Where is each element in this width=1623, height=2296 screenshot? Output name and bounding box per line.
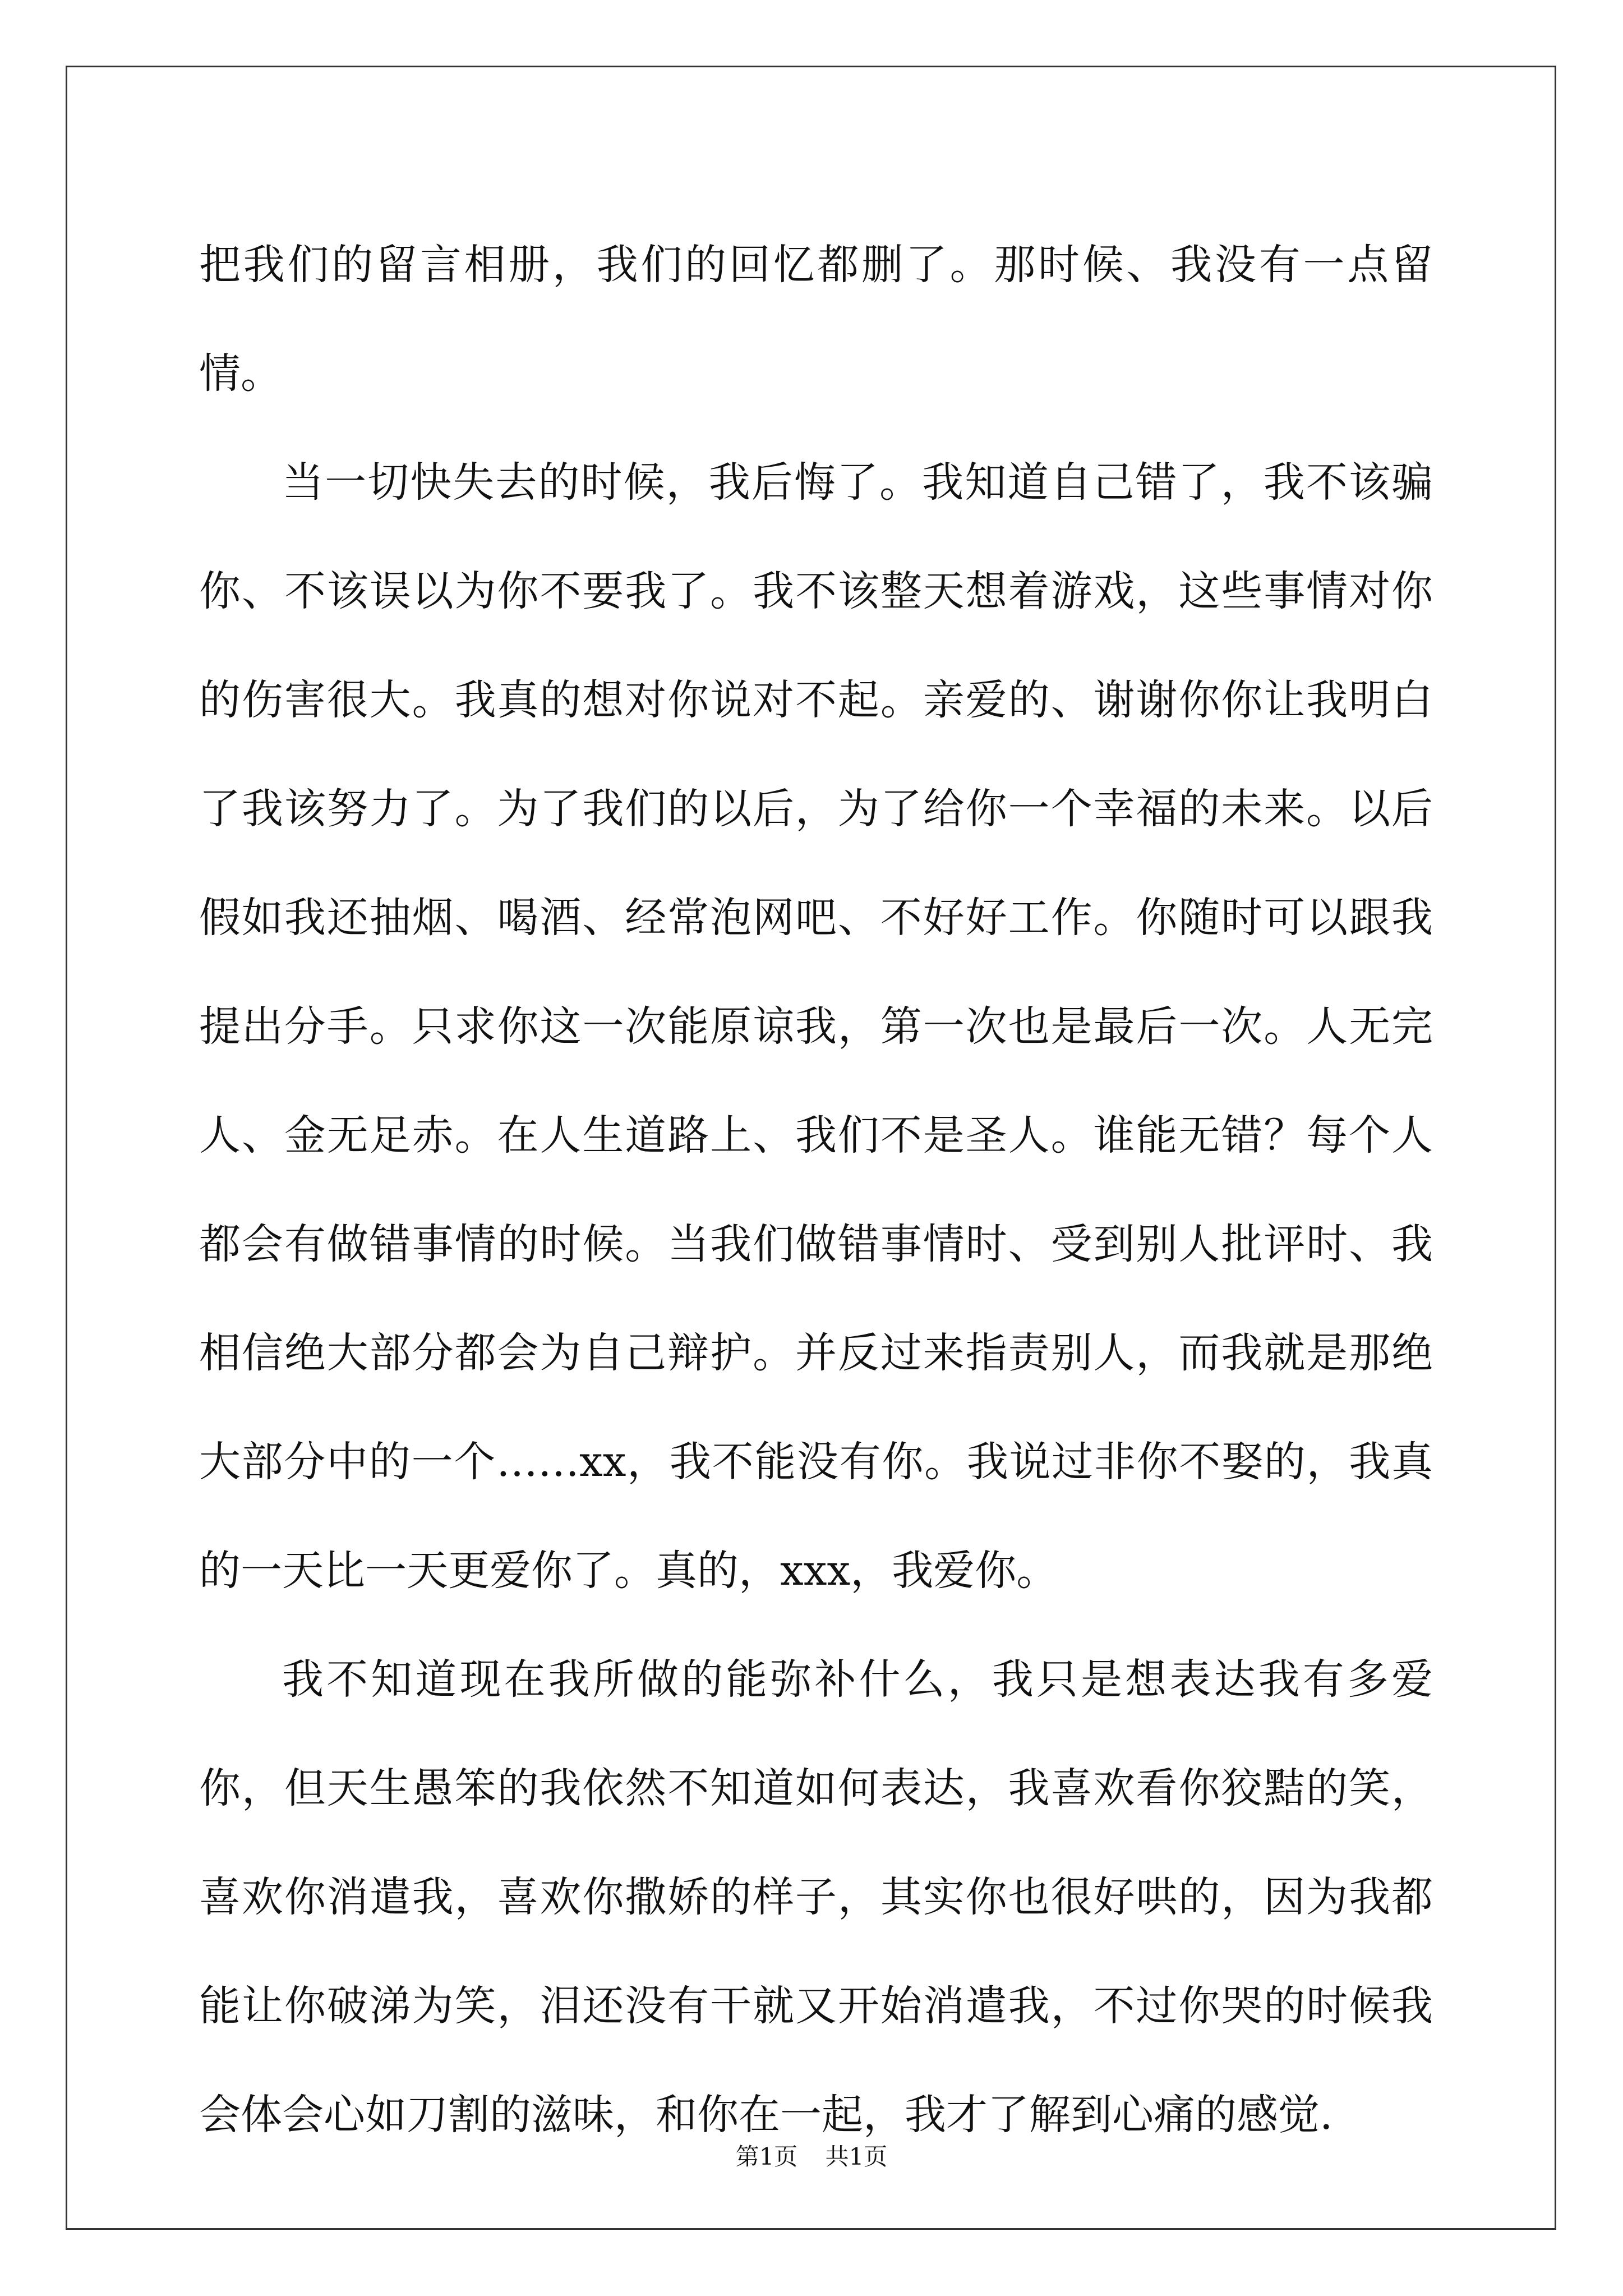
page-number: 第1页: [735, 2143, 798, 2170]
page-total: 共1页: [825, 2143, 888, 2170]
page-footer: [0, 2138, 1623, 2172]
paragraph-3: 我不知道现在我所做的能弥补什么，我只是想表达我有多爱你，但天生愚笨的我依然不知道如何表达，我喜欢看你狡黠的笑，喜欢你消遣我，喜欢你撒娇的样子，其实你也很好哄的，因为我都能让你破涕为笑，泪还没有干就又开始消遣我，不过你哭的时候我会体会心如刀割的滋味，和你在一起，我才了解到心痛的感觉.: [199, 1655, 1433, 2139]
paragraph-2: 当一切快失去的时候，我后悔了。我知道自己错了，我不该骗你、不该误以为你不要我了。我不该整天想着游戏，这些事情对你的伤害很大。我真的想对你说对不起。亲爱的、谢谢你你让我明白了我该努力了。为了我们的以后，为了给你一个幸福的未来。以后假如我还抽烟、喝酒、经常泡网吧、不好好工作。你随时可以跟我提出分手。只求你这一次能原谅我，第一次也是最后一次。人无完人、金无足赤。在人生道路上、我们不是圣人。谁能无错？每个人都会有做错事情的时候。当我们做错事情时、受到别人批评时、我相信绝大部分都会为自己辩护。并反过来指责别人，而我就是那绝大部分中的一个……xx，我不能没有你。我说过非你不娶的，我真的一天比一天更爱你了。真的，xxx，我爱你。: [199, 458, 1433, 1595]
paragraph-1: 把我们的留言相册，我们的回忆都删了。那时候、我没有一点留情。: [199, 241, 1433, 398]
document-body: [199, 210, 1433, 2169]
